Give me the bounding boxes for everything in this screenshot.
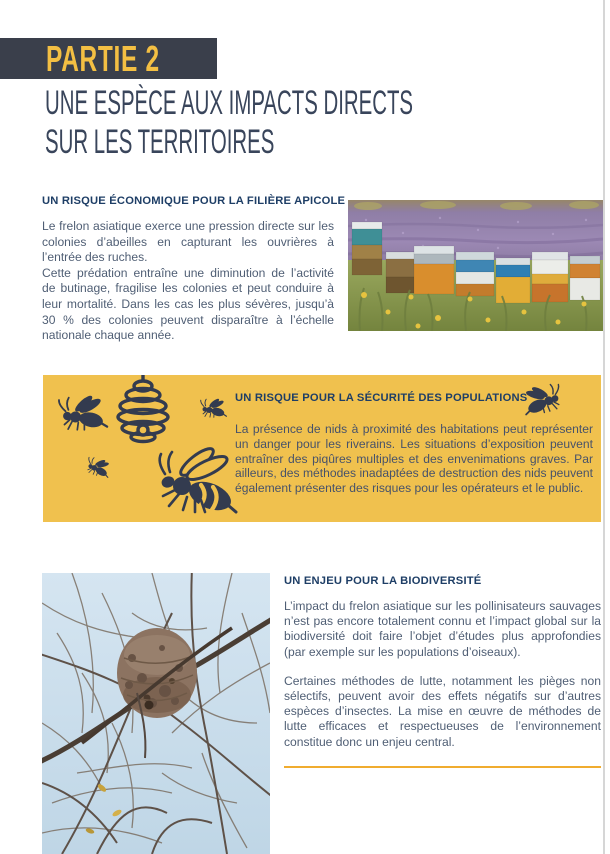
large-hornet-icon xyxy=(160,445,236,516)
hornet-icon-left xyxy=(59,392,108,435)
page-title-line2: SUR LES TERRITOIRES xyxy=(45,123,275,161)
section-heading-securite: UN RISQUE POUR LA SÉCURITÉ DES POPULATIONS xyxy=(235,392,528,404)
paragraph: Certaines méthodes de lutte, notamment les pièges non sélectifs, peuvent avoir des effets négatifs sur d’autres espèces d’insectes. La mise en œuvre de méthodes de lutte efficaces et respectueuses de l’environnement constitue donc un enjeu central. xyxy=(284,673,601,749)
yellow-divider-rule xyxy=(284,766,601,768)
page-title xyxy=(45,84,610,162)
securite-body: La présence de nids à proximité des habitations peut représenter un danger pour les riverains. Les situations d’exposition peuvent entraîner des piqûres multiples et des envenimations graves. Par ailleurs, des méthodes inadaptées de destruction des nids peuvent également présenter des risques pour les opérateurs et le public. xyxy=(235,422,593,496)
biodiversite-body xyxy=(284,599,601,764)
highlight-box-securite xyxy=(43,375,601,522)
photo-hornet-nest xyxy=(42,573,270,854)
paragraph: L’impact du frelon asiatique sur les pollinisateurs sauvages n’est pas encore totalement connu et l’impact global sur la biodiversité doit faire l’objet d’études plus approfondies (par exemple sur les populations d’oiseaux). xyxy=(284,599,601,659)
page-title-line1: UNE ESPÈCE AUX IMPACTS DIRECTS xyxy=(45,84,414,122)
paragraph: Le frelon asiatique exerce une pression directe sur les colonies d’abeilles en capturant les ouvrières à l’entrée des ruches. xyxy=(42,219,334,265)
hornet-icon-tiny xyxy=(86,456,111,478)
hornet-icon-mid xyxy=(201,397,227,419)
hornet-icon-heading xyxy=(523,383,561,416)
section-heading-biodiversite: UN ENJEU POUR LA BIODIVERSITÉ xyxy=(284,575,482,587)
kicker-band xyxy=(0,38,217,79)
section-heading-apicole: UN RISQUE ÉCONOMIQUE POUR LA FILIÈRE APICOLE xyxy=(42,195,346,207)
apicole-body xyxy=(42,219,334,344)
beehive-icon xyxy=(118,375,168,442)
photo-beehives-lavender xyxy=(348,200,603,331)
part-label: PARTIE 2 xyxy=(46,37,160,79)
paragraph: Cette prédation entraîne une diminution de l’activité de butinage, fragilise les colonies et peut conduire à leur mortalité. Dans les cas les plus sévères, jusqu’à 30 % des colonies peuvent disparaître à l’échelle nationale chaque année. xyxy=(42,265,334,343)
